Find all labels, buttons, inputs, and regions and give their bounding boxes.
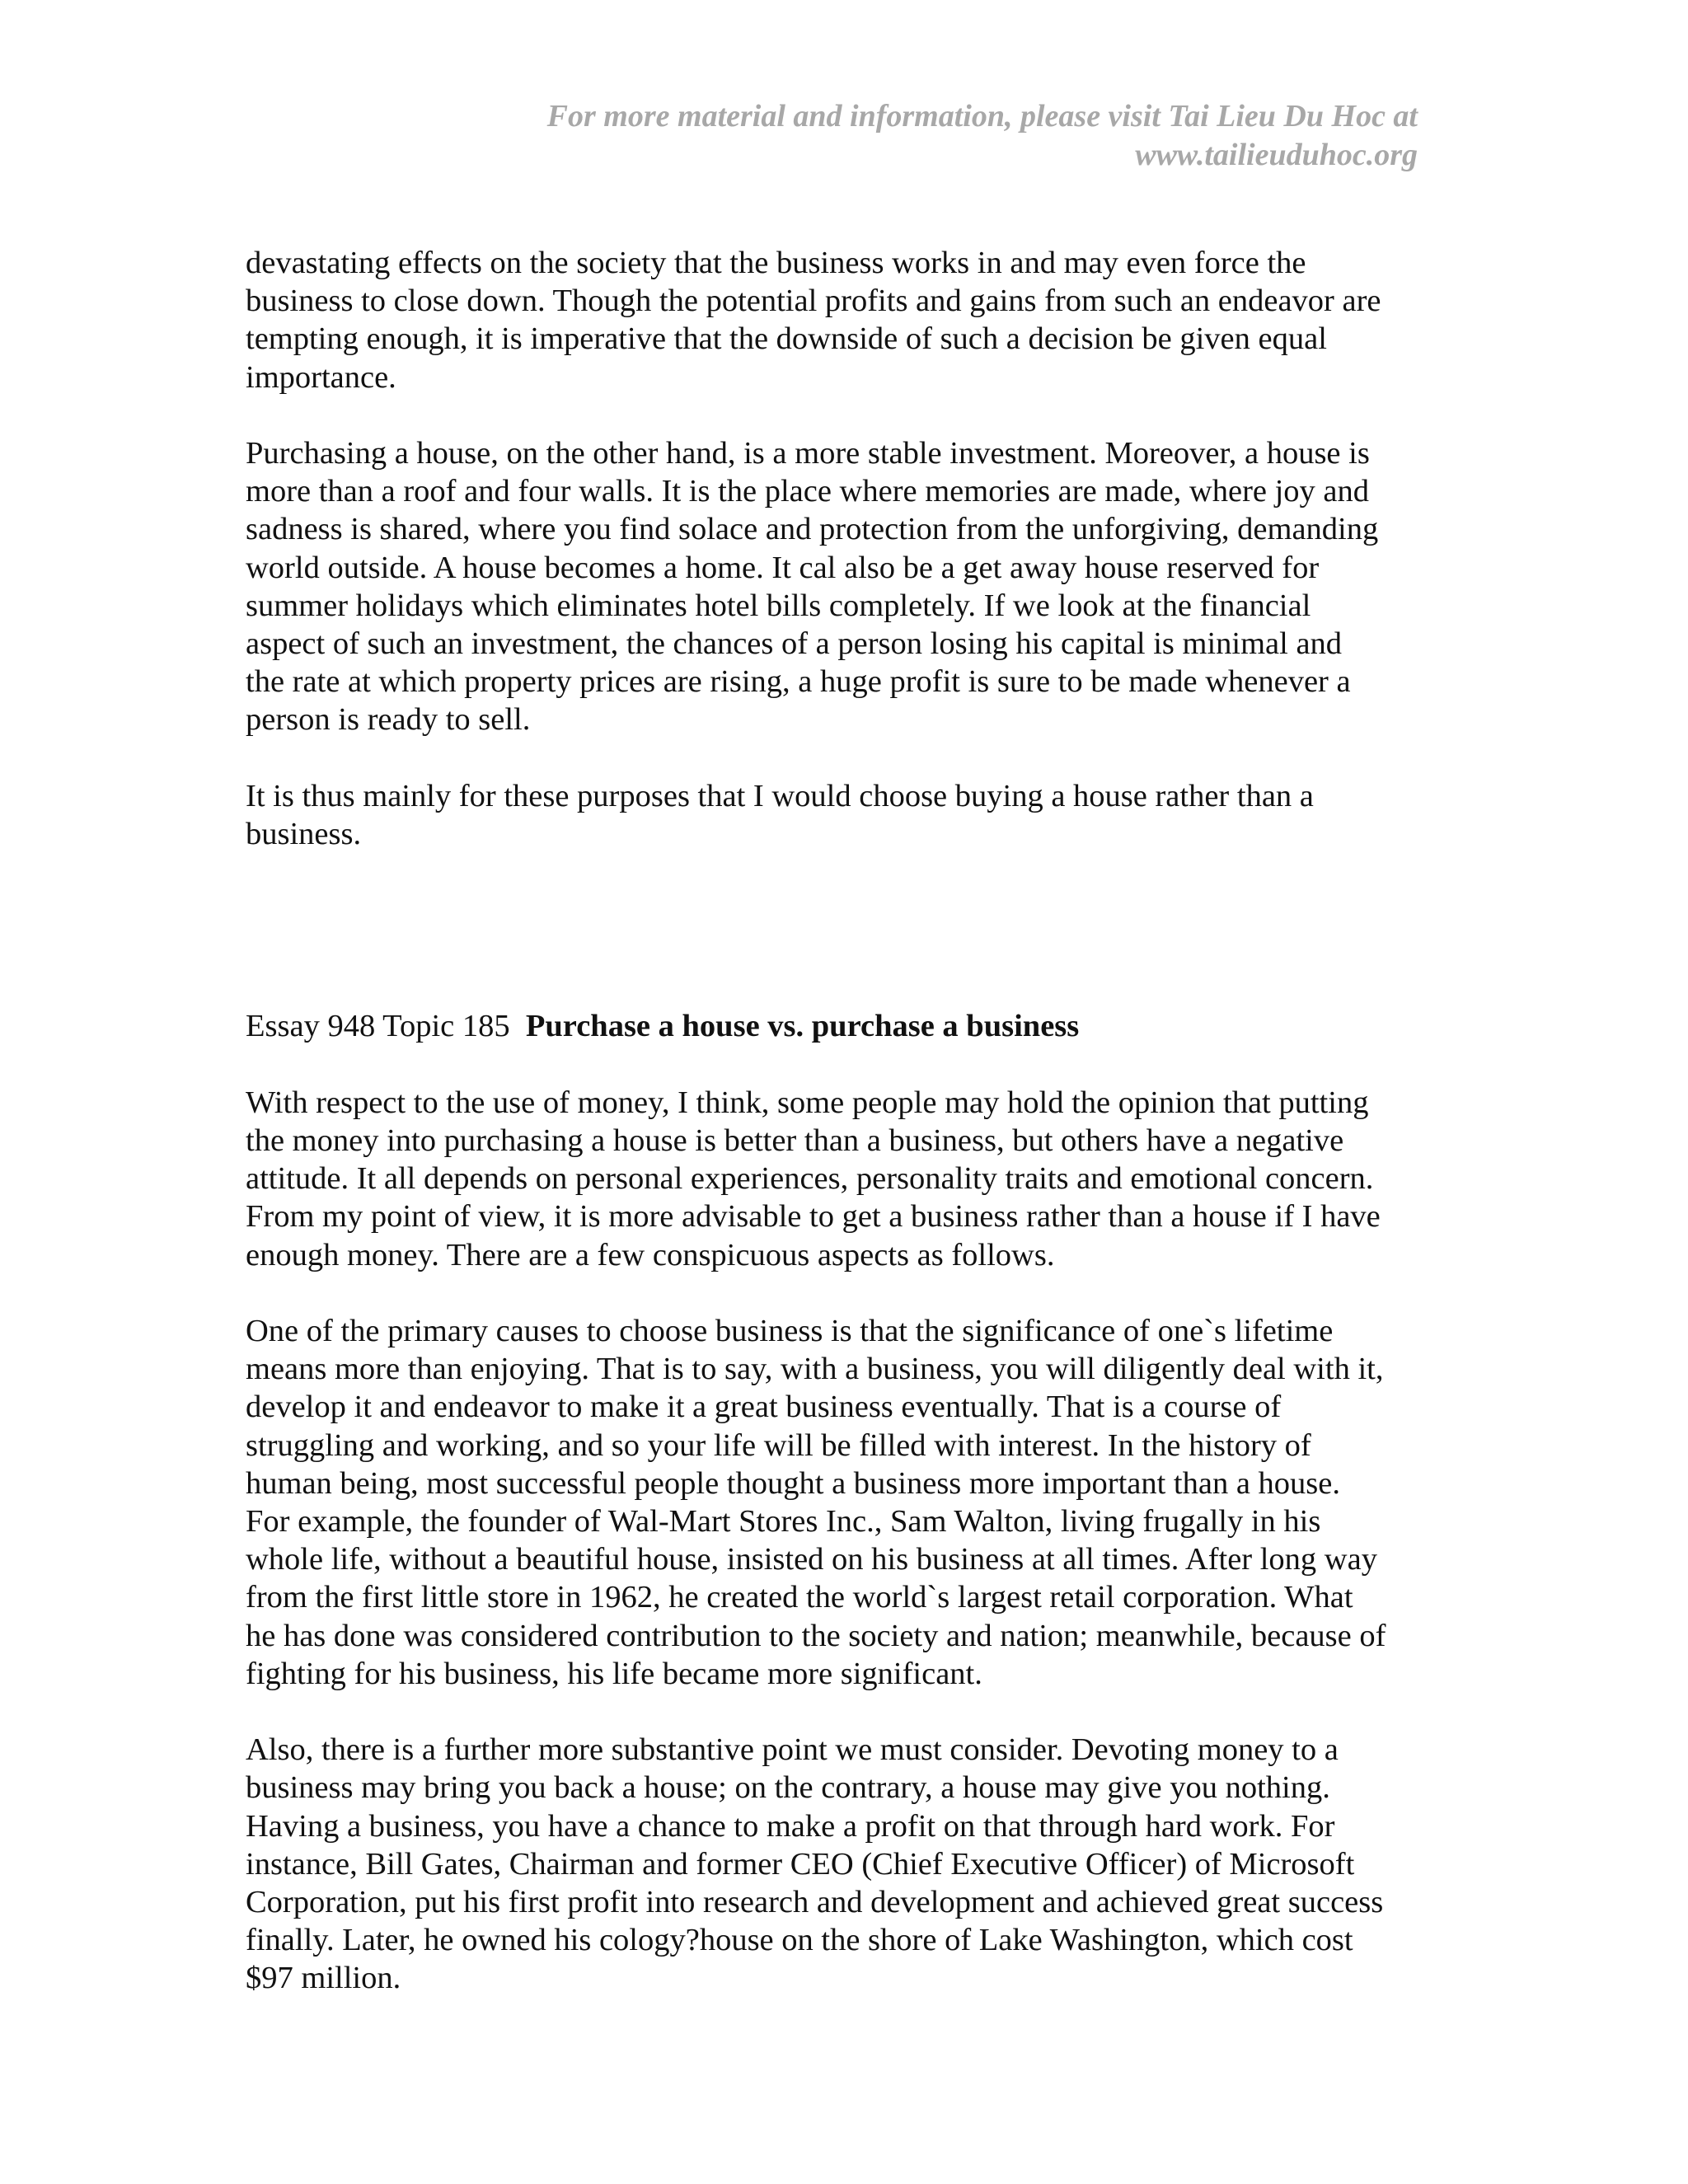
text-line: One of the primary causes to choose business is that the significance of one`s lifetime: [246, 1314, 1334, 1348]
essay-title: Purchase a house vs. purchase a business: [525, 1009, 1080, 1044]
text-line: attitude. It all depends on personal experiences, personality traits and emotional concern.: [246, 1161, 1374, 1197]
essay-heading: [246, 1007, 1449, 1045]
text-line: struggling and working, and so your life will be filled with interest. In the history of: [246, 1427, 1311, 1463]
text-line: devastating effects on the society that the business works in and may even force the: [246, 246, 1306, 280]
text-line: Purchasing a house, on the other hand, is a more stable investment. Moreover, a house is: [246, 436, 1370, 471]
text-line: Also, there is a further more substantive point we must consider. Devoting money to a: [246, 1732, 1339, 1768]
text-line: the money into purchasing a house is better than a business, but others have a negative: [246, 1123, 1344, 1158]
text-line: business.: [246, 817, 362, 852]
text-line: from the first little store in 1962, he created the world`s largest retail corporation. What: [246, 1580, 1353, 1615]
text-line: he has done was considered contribution to the society and nation; meanwhile, because of: [246, 1618, 1386, 1653]
paragraph: [246, 777, 1449, 853]
section-spacer: [246, 891, 1449, 1007]
document-body: [246, 244, 1449, 2036]
text-line: finally. Later, he owned his cology?house on the shore of Lake Washington, which cost: [246, 1923, 1353, 1958]
paragraph: [246, 1731, 1449, 1997]
paragraph: [246, 1312, 1449, 1693]
text-line: $97 million.: [246, 1961, 401, 1996]
text-line: sadness is shared, where you find solace and protection from the unforgiving, demanding: [246, 512, 1379, 547]
text-line: aspect of such an investment, the chances of a person losing his capital is minimal and: [246, 626, 1343, 662]
text-line: It is thus mainly for these purposes that I would choose buying a house rather than a: [246, 778, 1314, 813]
text-line: develop it and endeavor to make it a great business eventually. That is a course of: [246, 1390, 1282, 1425]
text-line: fighting for his business, his life became more significant.: [246, 1656, 982, 1691]
text-line: instance, Bill Gates, Chairman and former CEO (Chief Executive Officer) of Microsoft: [246, 1846, 1355, 1882]
text-line: the rate at which property prices are rising, a huge profit is sure to be made whenever a: [246, 664, 1351, 700]
text-line: person is ready to sell.: [246, 702, 531, 738]
intro-section: [246, 244, 1449, 853]
text-line: Having a business, you have a chance to make a profit on that through hard work. For: [246, 1808, 1335, 1844]
text-line: From my point of view, it is more advisable to get a business rather than a house if I have: [246, 1199, 1381, 1235]
text-line: means more than enjoying. That is to say, with a business, you will diligently deal with it,: [246, 1352, 1384, 1387]
text-line: enough money. There are a few conspicuous aspects as follows.: [246, 1237, 1055, 1272]
text-line: world outside. A house becomes a home. It cal also be a get away house reserved for: [246, 550, 1320, 585]
page-header: [264, 97, 1418, 175]
text-line: business may bring you back a house; on the contrary, a house may give you nothing.: [246, 1770, 1330, 1806]
text-line: importance.: [246, 359, 396, 395]
text-line: whole life, without a beautiful house, insisted on his business at all times. After long way: [246, 1542, 1377, 1577]
text-line: For example, the founder of Wal-Mart Stores Inc., Sam Walton, living frugally in his: [246, 1504, 1321, 1540]
text-line: With respect to the use of money, I think, some people may hold the opinion that putting: [246, 1085, 1369, 1120]
header-line-1: For more material and information, please visit Tai Lieu Du Hoc at: [546, 99, 1418, 134]
header-line-2: www.tailieuduhoc.org: [1135, 138, 1418, 172]
text-line: business to close down. Though the potential profits and gains from such an endeavor are: [246, 284, 1381, 319]
text-line: Corporation, put his first profit into research and development and achieved great success: [246, 1885, 1384, 1920]
text-line: tempting enough, it is imperative that the downside of such a decision be given equal: [246, 321, 1327, 357]
paragraph: [246, 244, 1449, 396]
paragraph: [246, 1084, 1449, 1274]
essay-label: Essay 948 Topic 185: [246, 1009, 510, 1044]
paragraph: [246, 434, 1449, 739]
text-line: more than a roof and four walls. It is the place where memories are made, where joy and: [246, 474, 1370, 509]
essay-section: [246, 1084, 1449, 1998]
text-line: summer holidays which eliminates hotel bills completely. If we look at the financial: [246, 588, 1311, 623]
text-line: human being, most successful people thought a business more important than a house.: [246, 1465, 1341, 1501]
